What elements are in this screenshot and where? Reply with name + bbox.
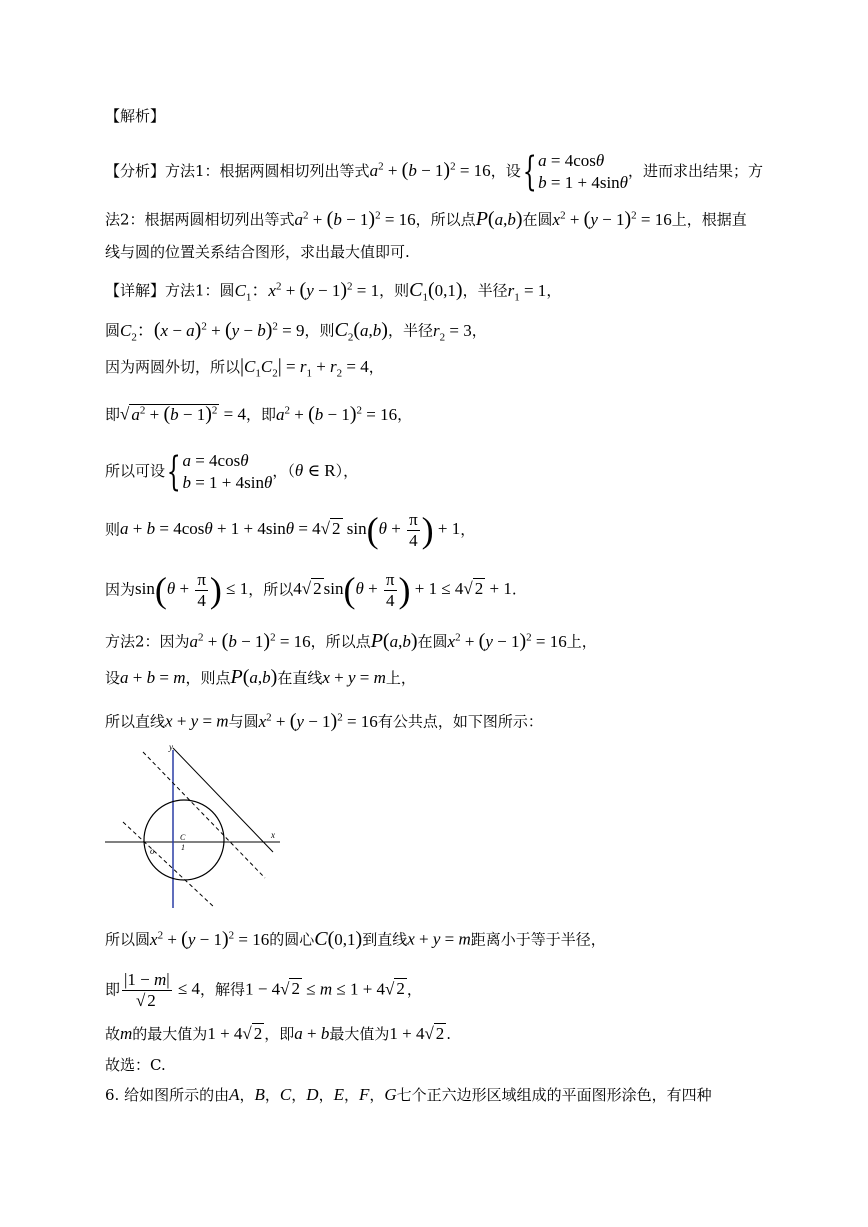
detail-line-5: 所以可设{ a = 4cosθ b = 1 + 4sinθ，（θ ∈ R），	[105, 449, 359, 495]
text: ，设	[490, 162, 521, 180]
detail-line-11: 所以圆$x^2 + (y - 1)^2 = 16$的圆心C(0,1)到直线x + y = m距离小于等于半径，	[105, 927, 606, 950]
analysis-line-2: 法2：根据两圆相切列出等式$a^2 + (b - 1)^2 = 16$，所以点P(a,b)在圆$x^2 + (y - 1)^2 = 16$上，根据直	[105, 207, 747, 230]
text: 的圆心	[269, 930, 315, 949]
question-number: 6.	[105, 1086, 120, 1104]
text: 所以可设	[105, 462, 166, 480]
detail-line-7: 因为sin(θ + $\frac{\pi}{4}$ ) ≤ 1，所以4√ 2 sin(θ + $\frac{\pi}{4}$ ) + 1 ≤ 4√ 2 + 1.	[105, 570, 517, 611]
label-g: G	[384, 1085, 397, 1104]
text: 与圆	[228, 712, 259, 731]
text: 即	[105, 980, 121, 999]
solution-header: 【解析】	[105, 107, 166, 125]
text: ，所以	[248, 580, 294, 599]
detail-tag: 【详解】	[105, 281, 166, 300]
text: 所以直线	[105, 712, 166, 731]
text: ，即	[245, 405, 276, 424]
label-d: D	[306, 1085, 319, 1104]
text: 最大值为	[329, 1025, 390, 1043]
text: 故	[105, 1025, 121, 1043]
label-a: A	[229, 1085, 240, 1104]
text: ），	[335, 462, 359, 480]
analysis-tag: 【分析】	[105, 162, 166, 180]
dashed-line-lower	[123, 822, 215, 908]
text: 七个正六边形区域组成的平面图形涂色，有四种	[396, 1086, 712, 1104]
analysis-line-1: 【分析】方法1：根据两圆相切列出等式$a^2 + (b - 1)^2 = 16$，设{ a = 4cosθ b = 1 + 4sinθ，进而求出结果；方	[105, 149, 764, 195]
text: 到直线	[362, 930, 408, 949]
analysis-line-3: 线与圆的位置关系结合图形，求出最大值即可.	[105, 243, 410, 261]
answer-line: 故选：C.	[105, 1056, 166, 1074]
text: ，进而求出结果；方	[628, 162, 764, 180]
center-label: C	[180, 833, 186, 842]
label-e: E	[333, 1085, 344, 1104]
text: 给如图所示的由	[124, 1086, 230, 1104]
text: 上，	[566, 632, 597, 651]
text: 上，	[385, 669, 416, 687]
circle-line-figure	[105, 740, 285, 910]
detail-line-4: 即√ $a^2 + (b - 1)^2 = 4$，即$a^2 + (b - 1)^2 = 16$，	[105, 402, 413, 425]
y-label: y	[169, 742, 173, 752]
detail-line-8: 方法2：因为$a^2 + (b - 1)^2 = 16$，所以点P(a,b)在圆$x^2 + (y - 1)^2 = 16$上，	[105, 629, 597, 652]
text: ，则点	[185, 669, 231, 687]
text: 有公共点，如下图所示：	[377, 712, 543, 731]
detail-line-12: 即 $\frac{|1 - m|}{√ 2}$ ≤ 4，解得1 − 4√ 2 ≤ m ≤ 1 + 4√ 2 ，	[105, 970, 422, 1010]
label-b: B	[254, 1085, 265, 1104]
text: 法2：根据两圆相切列出等式	[105, 210, 295, 229]
detail-line-2: 圆$C_2$：$(x - a)^2 + (y - b)^2 = 9$，则$C_2(a,b)$，半径$r_2 = 3$，	[105, 318, 487, 344]
detail-line-6: 则a + b = 4cosθ + 1 + 4sinθ = 4√ 2 sin(θ + $\frac{\pi}{4}$ ) + 1，	[105, 510, 476, 551]
text: ，解得	[200, 980, 246, 999]
text: 方法1：圆	[165, 281, 235, 300]
text: ，半径	[462, 281, 508, 300]
detail-line-9: 设a + b = m，则点P(a,b)在直线x + y = m上，	[105, 666, 416, 688]
origin-label: o	[150, 846, 155, 856]
next-question: 6. 给如图所示的由A，B，C，D，E，F，G七个正六边形区域组成的平面图形涂色，有四种	[105, 1085, 712, 1104]
text: ，所以点	[415, 210, 476, 229]
text: 在直线	[277, 669, 323, 687]
detail-line-1: 【详解】方法1：圆$C_1$：$x^2 + (y - 1)^2 = 1$，则$C_1(0,1)$，半径$r_1 = 1$，	[105, 278, 562, 304]
text: 设	[105, 669, 121, 687]
text: 的最大值为	[132, 1025, 208, 1043]
one-label: 1	[181, 843, 185, 852]
text: ，则	[304, 321, 335, 340]
detail-line-10: 所以直线x + y = m与圆$x^2 + (y - 1)^2 = 16$有公共点，如下图所示：	[105, 709, 543, 732]
detail-line-13: 故m的最大值为1 + 4√ 2 ，即a + b最大值为1 + 4√ 2 .	[105, 1024, 452, 1043]
text: 则	[105, 520, 121, 539]
text: ，则	[379, 281, 410, 300]
dashed-line-upper	[143, 752, 265, 878]
text: 因为两圆外切，所以	[105, 358, 241, 376]
text: ，即	[264, 1025, 295, 1043]
text: ，所以点	[310, 632, 371, 651]
label-c: C	[279, 1085, 292, 1104]
text: 在圆	[522, 210, 553, 229]
label-f: F	[358, 1085, 370, 1104]
text: ，半径	[387, 321, 433, 340]
text: 方法1：根据两圆相切列出等式	[165, 162, 370, 180]
text: ，（	[272, 462, 295, 480]
text: 所以圆	[105, 930, 151, 949]
text: 在圆	[417, 632, 448, 651]
text: 距离小于等于半径，	[470, 930, 606, 949]
text: 上，根据直	[671, 210, 747, 229]
detail-line-3: 因为两圆外切，所以$|C_1C_2| = r_1 + r_2 = 4$，	[105, 355, 384, 380]
text: 圆	[105, 321, 121, 340]
x-label: x	[271, 830, 275, 840]
text: 即	[105, 405, 121, 424]
text: 方法2：因为	[105, 632, 190, 651]
text: 因为	[105, 580, 136, 599]
